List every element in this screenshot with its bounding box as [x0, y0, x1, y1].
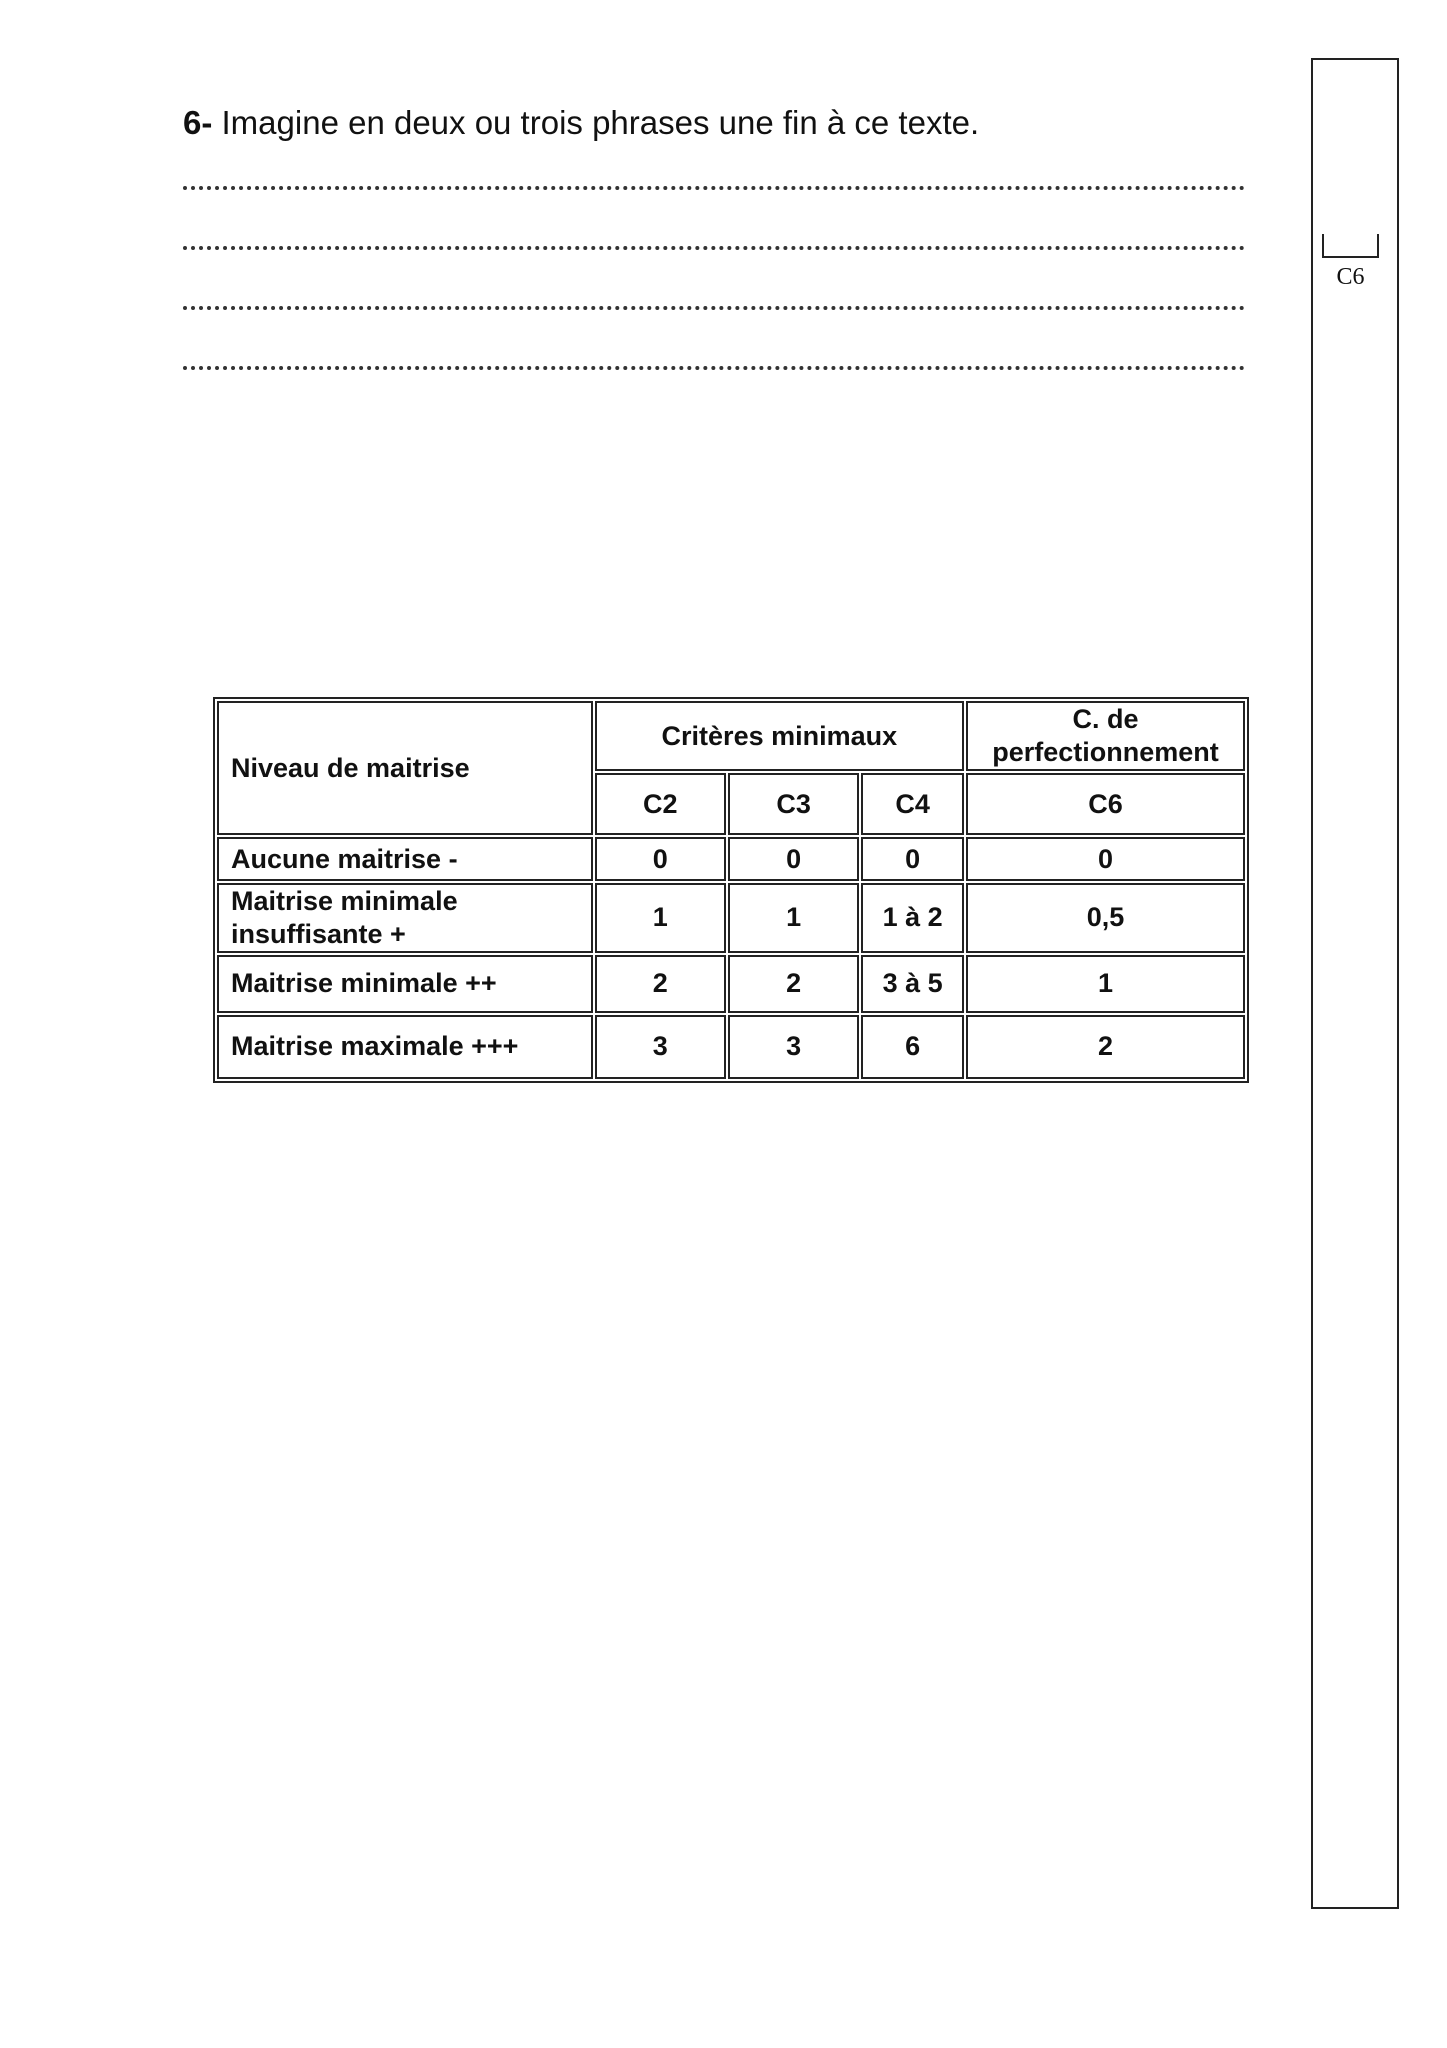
- cell-c3: 3: [728, 1015, 859, 1079]
- cell-c4: 6: [861, 1015, 964, 1079]
- table-row: [217, 883, 1245, 953]
- cell-c4: 0: [861, 837, 964, 881]
- cell-c6: 0,5: [966, 883, 1245, 953]
- header-criteres-minimaux: Critères minimaux: [595, 701, 964, 771]
- table-row: [217, 955, 1245, 1013]
- cell-c6: 2: [966, 1015, 1245, 1079]
- row-label: Maitrise minimale ++: [217, 955, 593, 1013]
- answer-line-2[interactable]: [183, 246, 1245, 250]
- table-row: [217, 837, 1245, 881]
- header-perfectionnement: C. de perfectionnement: [966, 701, 1245, 771]
- cell-c4: 1 à 2: [861, 883, 964, 953]
- row-label: Maitrise minimale insuffisante +: [217, 883, 593, 953]
- question-number: 6-: [183, 104, 213, 141]
- cell-c2: 2: [595, 955, 726, 1013]
- cell-c2: 0: [595, 837, 726, 881]
- answer-line-4[interactable]: [183, 366, 1245, 370]
- answer-line-3[interactable]: [183, 306, 1245, 310]
- grading-table: [213, 697, 1249, 1083]
- grading-margin-column: [1311, 58, 1399, 1909]
- cell-c3: 0: [728, 837, 859, 881]
- header-col-c2: C2: [595, 773, 726, 835]
- cell-c3: 2: [728, 955, 859, 1013]
- cell-c3: 1: [728, 883, 859, 953]
- answer-line-1[interactable]: [183, 186, 1245, 190]
- score-box-c6[interactable]: [1322, 234, 1379, 258]
- header-col-c3: C3: [728, 773, 859, 835]
- cell-c6: 1: [966, 955, 1245, 1013]
- header-col-c4: C4: [861, 773, 964, 835]
- cell-c2: 3: [595, 1015, 726, 1079]
- cell-c6: 0: [966, 837, 1245, 881]
- question-6: [183, 104, 979, 142]
- table-row: [217, 1015, 1245, 1079]
- score-code-label: C6: [1336, 264, 1365, 290]
- header-col-c6: C6: [966, 773, 1245, 835]
- question-text: Imagine en deux ou trois phrases une fin à ce texte.: [221, 104, 980, 141]
- header-niveau: Niveau de maitrise: [217, 701, 593, 835]
- row-label: Aucune maitrise -: [217, 837, 593, 881]
- cell-c4: 3 à 5: [861, 955, 964, 1013]
- row-label: Maitrise maximale +++: [217, 1015, 593, 1079]
- cell-c2: 1: [595, 883, 726, 953]
